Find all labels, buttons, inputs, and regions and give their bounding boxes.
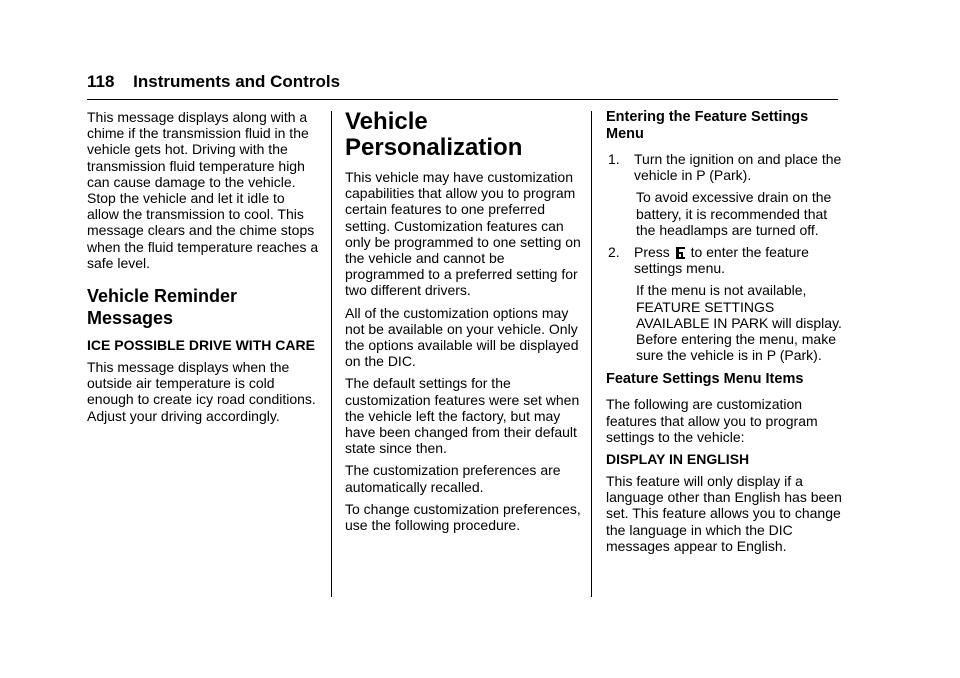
step-text-pre: Press: [634, 244, 670, 261]
step-text: Turn the ignition on and place the vehicle in P (Park).: [634, 151, 842, 184]
step-2: [606, 244, 842, 276]
step-number: 2.: [608, 244, 620, 261]
heading-vehicle-reminder-messages: Vehicle Reminder Messages: [87, 286, 238, 329]
page-header: [87, 72, 340, 92]
heading-vehicle-personalization: Vehicle Personalization: [345, 108, 523, 161]
paragraph: The default settings for the customization features were set when the vehicle left the factory, but may have been changed from their default state since then.: [345, 375, 580, 457]
column-2: [345, 109, 581, 539]
header-rule: [87, 99, 838, 100]
paragraph: This vehicle may have customization capabilities that allow you to program certain features to one preferred setting. Customization features can only be programmed to one setting on the vehicle and cannot be programmed to a preferred setting for two different drivers.: [345, 169, 581, 299]
section-title: Instruments and Controls: [133, 72, 341, 91]
subheading-ice-possible: ICE POSSIBLE DRIVE WITH CARE: [87, 337, 315, 354]
paragraph: The customization preferences are automatically recalled.: [345, 462, 561, 495]
paragraph: The following are customization features that allow you to program settings to the vehicle:: [606, 396, 818, 445]
paragraph: This message displays along with a chime if the transmission fluid in the vehicle gets hot. Driving with the transmission fluid temperature high can cause damage to the vehicle. Stop the vehicle and let it idle to allow the transmission to cool. This message clears and the chime stops when the fluid temperature reaches a safe level.: [87, 109, 319, 271]
step-note: To avoid excessive drain on the battery, it is recommended that the headlamps are turned off.: [636, 189, 832, 238]
heading-entering-feature-settings: Entering the Feature Settings Menu: [606, 109, 809, 142]
column-divider-1: [331, 111, 332, 597]
paragraph: To change customization preferences, use the following procedure.: [345, 500, 581, 534]
step-number: 1.: [608, 151, 620, 167]
column-divider-2: [591, 111, 592, 597]
paragraph: All of the customization options may not be available on your vehicle. Only the options available will be displayed on the DIC.: [345, 304, 579, 370]
heading-feature-settings-menu-items: Feature Settings Menu Items: [606, 371, 804, 388]
item-heading-display-in-english: DISPLAY IN ENGLISH: [606, 451, 750, 468]
page-number: 118: [87, 72, 115, 91]
column-1: [87, 109, 319, 430]
step-1: [606, 151, 842, 183]
paragraph: This message displays when the outside air temperature is cold enough to create icy road conditions. Adjust your driving accordingly.: [87, 359, 316, 424]
column-3: [606, 109, 842, 560]
step-text: [634, 244, 842, 276]
step-text-post: to enter the feature settings menu.: [634, 244, 809, 277]
paragraph: This feature will only display if a language other than English has been set. This feature allows you to change the language in which the DIC messages appear to English.: [606, 473, 842, 554]
step-note: If the menu is not available, FEATURE SETTINGS AVAILABLE IN PARK will display. Before entering the menu, make sure the vehicle is in P (Park).: [636, 282, 842, 364]
menu-button-icon: [676, 247, 685, 259]
